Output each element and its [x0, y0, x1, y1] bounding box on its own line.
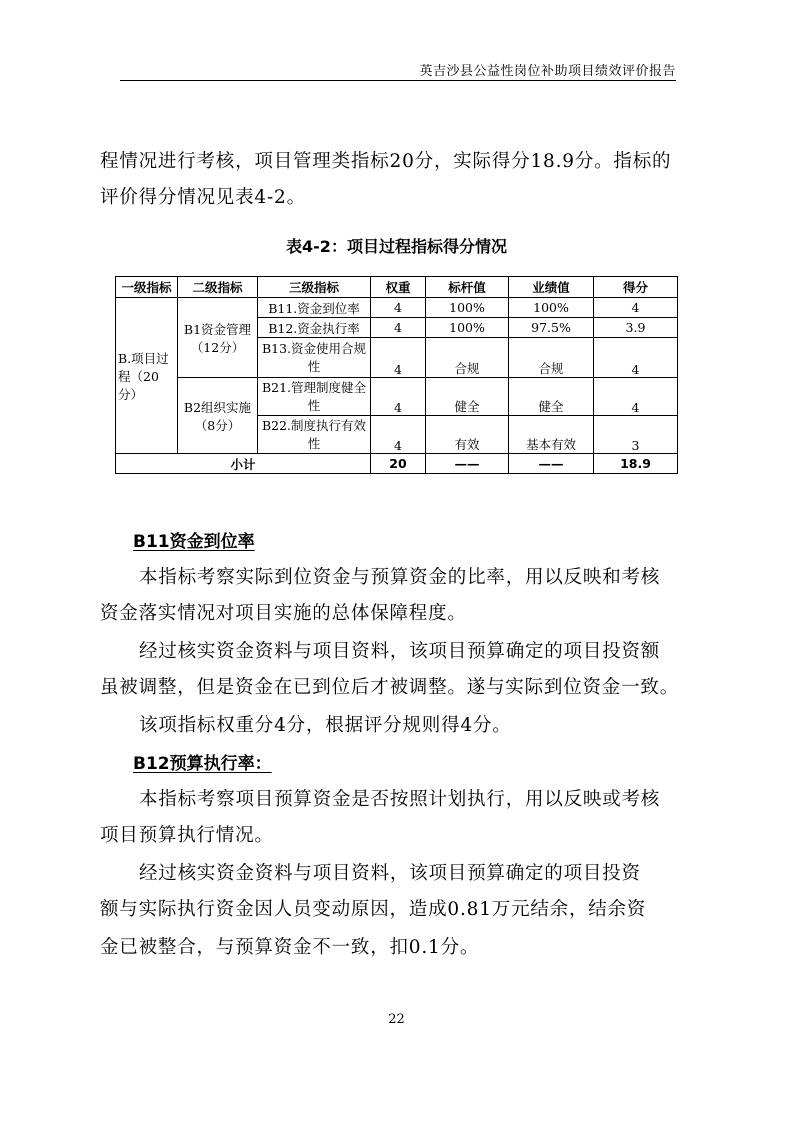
score-cell: 4: [594, 378, 678, 416]
score-cell: 4: [594, 298, 678, 318]
table-row: [116, 298, 678, 318]
table-row: [116, 378, 678, 416]
benchmark-cell: 100%: [426, 298, 509, 318]
subtotal-actual: ——: [509, 454, 594, 474]
b11-p3: 该项指标权重分4分，根据评分规则得4分。: [139, 715, 512, 736]
actual-cell: 合规: [509, 338, 594, 378]
header-cell: 权重: [371, 277, 426, 298]
level2-cell: B1资金管理（12分）: [178, 298, 258, 378]
header-cell: 标杆值: [426, 277, 509, 298]
score-cell: 3.9: [594, 318, 678, 338]
indicator-cell: B21.管理制度健全性: [258, 378, 371, 416]
score-table: [115, 276, 678, 474]
table-caption: 表4-2：项目过程指标得分情况: [286, 237, 507, 256]
weight-cell: 4: [371, 318, 426, 338]
actual-cell: 97.5%: [509, 318, 594, 338]
weight-cell: 4: [371, 298, 426, 318]
b12-p1-line-1: 本指标考察项目预算资金是否按照计划执行，用以反映或考核: [139, 789, 661, 810]
weight-cell: 4: [371, 378, 426, 416]
section-heading-b12: B12预算执行率：: [133, 754, 272, 774]
level2-cell: B2组织实施（8分）: [178, 378, 258, 454]
indicator-cell: B12.资金执行率: [258, 318, 371, 338]
b11-p2-line-1: 经过核实资金资料与项目资料，该项目预算确定的项目投资额: [139, 641, 661, 662]
benchmark-cell: 有效: [426, 416, 509, 454]
subtotal-benchmark: ——: [426, 454, 509, 474]
level1-cell: B.项目过程（20分）: [116, 298, 178, 454]
actual-cell: 基本有效: [509, 416, 594, 454]
page-number: 22: [388, 1012, 405, 1027]
benchmark-cell: 合规: [426, 338, 509, 378]
header-cell: 一级指标: [116, 277, 178, 298]
weight-cell: 4: [371, 416, 426, 454]
indicator-cell: B13.资金使用合规性: [258, 338, 371, 378]
header-rule: [120, 80, 676, 81]
intro-line-2: 评价得分情况见表4-2。: [100, 187, 306, 208]
section-heading-b11: B11资金到位率: [133, 532, 255, 552]
subtotal-row: [116, 454, 678, 474]
header-cell: 三级指标: [258, 277, 371, 298]
actual-cell: 健全: [509, 378, 594, 416]
benchmark-cell: 健全: [426, 378, 509, 416]
subtotal-score: 18.9: [594, 454, 678, 474]
indicator-cell: B11.资金到位率: [258, 298, 371, 318]
score-cell: 4: [594, 338, 678, 378]
page-header: 英吉沙县公益性岗位补助项目绩效评价报告: [419, 64, 676, 79]
indicator-cell: B22.制度执行有效性: [258, 416, 371, 454]
b11-p2-line-2: 虽被调整，但是资金在已到位后才被调整。遂与实际到位资金一致。: [100, 677, 680, 698]
score-cell: 3: [594, 416, 678, 454]
b12-p2-line-1: 经过核实资金资料与项目资料，该项目预算确定的项目投资: [139, 863, 641, 884]
b12-p2-line-2: 额与实际执行资金因人员变动原因，造成0.81万元结余，结余资: [100, 899, 647, 920]
actual-cell: 100%: [509, 298, 594, 318]
intro-line-1: 程情况进行考核，项目管理类指标20分，实际得分18.9分。指标的: [100, 151, 672, 172]
header-cell: 业绩值: [509, 277, 594, 298]
header-cell: 得分: [594, 277, 678, 298]
b11-p1-line-1: 本指标考察实际到位资金与预算资金的比率，用以反映和考核: [139, 567, 661, 588]
weight-cell: 4: [371, 338, 426, 378]
subtotal-weight: 20: [371, 454, 426, 474]
b11-p1-line-2: 资金落实情况对项目实施的总体保障程度。: [100, 603, 467, 624]
benchmark-cell: 100%: [426, 318, 509, 338]
b12-p1-line-2: 项目预算执行情况。: [100, 825, 274, 846]
subtotal-label: 小计: [116, 454, 371, 474]
b12-p2-line-3: 金已被整合，与预算资金不一致，扣0.1分。: [100, 937, 480, 958]
table-header-row: [116, 277, 678, 298]
header-cell: 二级指标: [178, 277, 258, 298]
